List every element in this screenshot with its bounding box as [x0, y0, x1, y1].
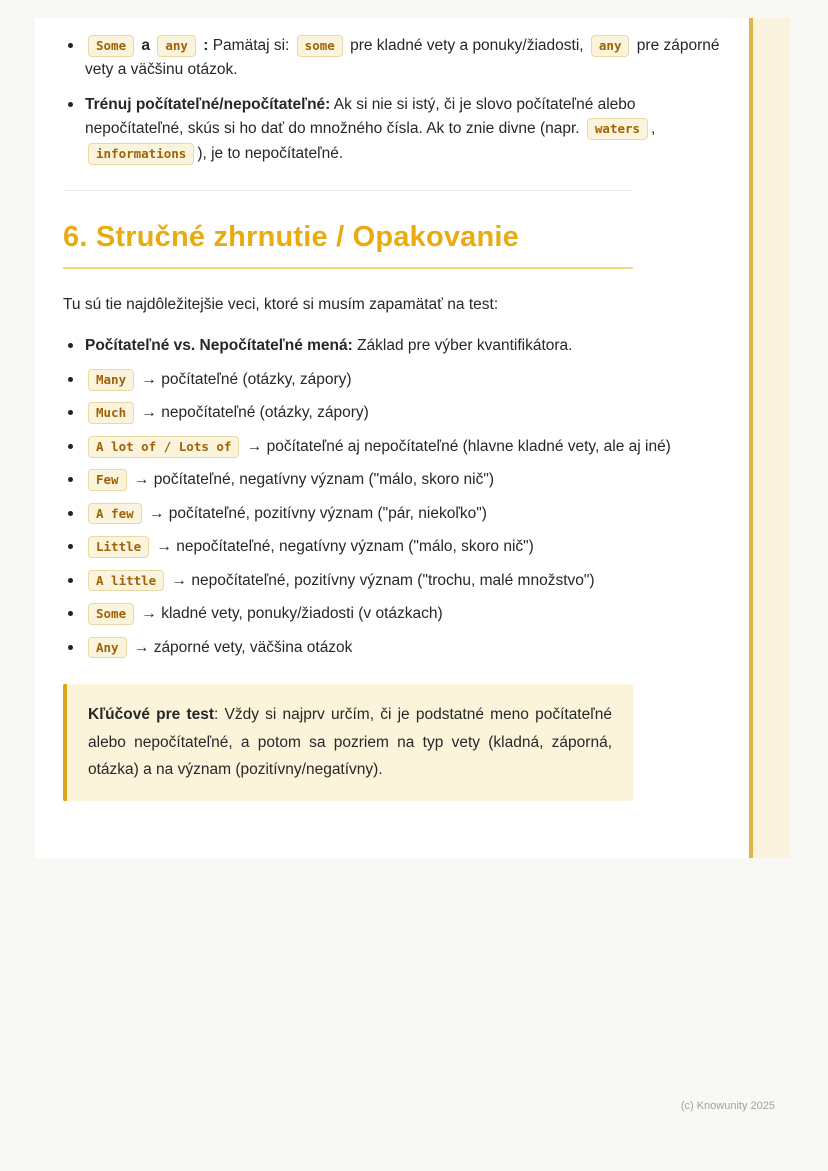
tips-list: [63, 34, 727, 166]
key-callout: [63, 684, 633, 801]
code-badge: Many: [88, 369, 134, 391]
code-badge: Some: [88, 35, 134, 57]
code-badge: any: [591, 35, 630, 57]
bold-text: a: [137, 37, 155, 54]
list-item: [63, 401, 727, 425]
text-run: → počítateľné aj nepočítateľné (hlavne kladné vety, ale aj iné): [242, 437, 671, 455]
code-badge: Little: [88, 536, 149, 558]
document-content: [35, 18, 749, 858]
code-badge: some: [297, 35, 343, 57]
code-badge: Any: [88, 637, 127, 659]
bold-text: :: [198, 37, 209, 54]
list-item: [63, 34, 727, 83]
bold-text: Trénuj počítateľné/nepočítateľné:: [85, 95, 331, 113]
list-item: [63, 502, 727, 526]
list-item: [63, 569, 727, 593]
summary-list: [63, 334, 727, 660]
text-run: → nepočítateľné (otázky, zápory): [137, 404, 369, 422]
bold-text: Počítateľné vs. Nepočítateľné mená:: [85, 337, 353, 355]
list-item: [63, 468, 727, 492]
list-item: [63, 368, 727, 392]
section-divider: [63, 190, 633, 191]
code-badge: any: [157, 35, 196, 57]
text-run: → počítateľné (otázky, zápory): [137, 370, 352, 388]
footer-copyright: (c) Knowunity 2025: [680, 1100, 775, 1112]
text-run: : Vždy si najprv určím, či je podstatné meno počítateľné alebo nepočítateľné, a potom sa pozriem na typ vety (kladná, záporná, otázka) a na význam (pozitívny/negatívny).: [88, 706, 612, 779]
list-item: [63, 93, 727, 166]
text-run: Ak si nie si istý, či je slovo počítateľné alebo nepočítateľné, skús si ho dať do množného čísla. Ak to znie divne (napr.: [85, 95, 636, 138]
side-strip: [753, 18, 790, 858]
intro-paragraph: Tu sú tie najdôležitejšie veci, ktoré si musím zapamätať na test:: [63, 296, 499, 314]
code-badge: A little: [88, 570, 164, 592]
code-badge: A few: [88, 503, 142, 525]
list-item: [63, 334, 727, 358]
text-run: Základ pre výber kvantifikátora.: [352, 337, 573, 355]
code-badge: A lot of / Lots of: [88, 436, 239, 458]
section-heading: 6. Stručné zhrnutie / Opakovanie: [63, 221, 633, 269]
list-item: [63, 535, 727, 559]
code-badge: Few: [88, 469, 127, 491]
text-run: ,: [651, 120, 656, 138]
text-run: → počítateľné, negatívny význam ("málo, skoro nič"): [129, 471, 495, 489]
list-item: [63, 636, 727, 660]
code-badge: Much: [88, 402, 134, 424]
text-run: pre záporné vety a väčšinu otázok.: [85, 37, 720, 79]
list-item: [63, 602, 727, 626]
code-badge: waters: [587, 118, 648, 140]
list-item: [63, 435, 727, 459]
text-run: Pamätaj si:: [208, 37, 294, 54]
text-run: → kladné vety, ponuky/žiadosti (v otázkach): [137, 605, 443, 623]
document-card: [35, 18, 790, 858]
bold-text: Kľúčové pre test: [88, 706, 215, 724]
text-run: → nepočítateľné, pozitívny význam ("trochu, malé množstvo"): [167, 571, 595, 589]
text-run: → nepočítateľné, negatívny význam ("málo, skoro nič"): [152, 538, 534, 556]
text-run: pre kladné vety a ponuky/žiadosti,: [345, 37, 588, 54]
text-run: → záporné vety, väčšina otázok: [129, 638, 353, 656]
code-badge: informations: [88, 143, 194, 165]
text-run: ), je to nepočítateľné.: [197, 144, 344, 162]
text-run: → počítateľné, pozitívny význam ("pár, niekoľko"): [144, 504, 487, 522]
code-badge: Some: [88, 603, 134, 625]
